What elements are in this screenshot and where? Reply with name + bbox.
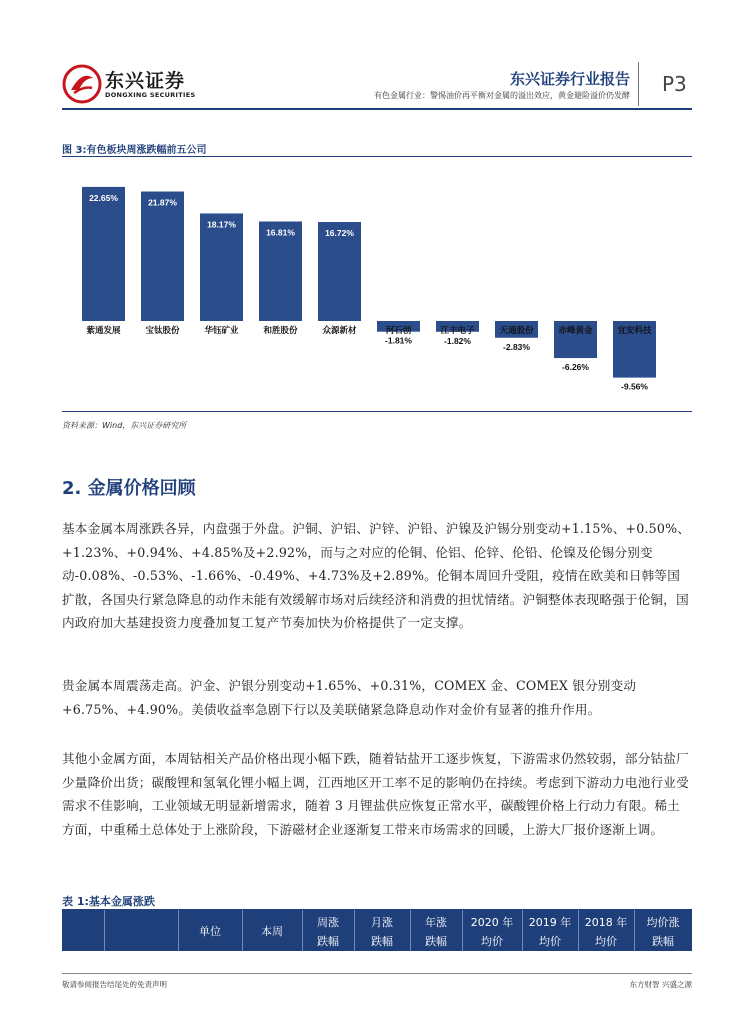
logo-text-cn: 东兴证券 <box>105 70 186 92</box>
chart-category-label: 赤峰黄金 <box>558 326 593 336</box>
chart-category-label: 宝钛股份 <box>145 326 180 336</box>
chart-bar <box>141 192 184 321</box>
chart-value-label: 22.65% <box>89 192 118 203</box>
bar-chart <box>62 157 692 411</box>
chart-value-label: 18.17% <box>207 219 236 230</box>
table-header-cell-sub: 均价 <box>481 935 503 948</box>
footer-rule <box>62 973 692 974</box>
chart-value-label: -1.81% <box>385 335 412 346</box>
table-header-cell: 周涨 <box>317 916 339 929</box>
figure-title: 图 3:有色板块周涨跌幅前五公司 <box>62 145 207 156</box>
table-column-separator <box>104 910 105 951</box>
footer-slogan: 东方财智 兴盛之源 <box>629 980 692 989</box>
chart-category-label: 众源新材 <box>322 326 357 336</box>
table-header-cell: 均价涨 <box>646 916 680 929</box>
report-subtitle: 有色金属行业：警惕油价再平衡对金属的溢出效应，黄金避险溢价仍发酵 <box>374 91 630 100</box>
header-divider <box>638 62 639 106</box>
figure-bottom-rule <box>62 411 692 412</box>
report-title: 东兴证券行业报告 <box>509 70 630 88</box>
company-logo-icon <box>62 64 102 104</box>
table-title: 表 1:基本金属涨跌 <box>62 895 155 908</box>
chart-category-label: 河石创 <box>385 326 412 336</box>
table-header-row <box>62 910 692 951</box>
section-heading: 2. 金属价格回顾 <box>62 478 196 499</box>
table-header-cell-sub: 均价 <box>539 935 561 948</box>
chart-category-label: 宜安科技 <box>617 326 652 336</box>
table-header-cell-sub: 均价 <box>595 935 617 948</box>
paragraph-precious-metals: 贵金属本周震荡走高。沪金、沪银分别变动+1.65%、+0.31%，COMEX 金、COMEX 银分别变动+6.75%、+4.90%。美债收益率急剧下行以及美联储紧急降息动作对金价有显著的推升作用。 <box>62 678 637 717</box>
chart-value-label: -9.56% <box>621 381 648 392</box>
table-header-cell: 2019 年 <box>528 916 572 929</box>
chart-value-label: 21.87% <box>148 197 177 208</box>
logo-text-en: DONGXING SECURITIES <box>105 91 196 99</box>
table-header-cell: 2020 年 <box>470 916 514 929</box>
table-header-cell-sub: 跌幅 <box>652 935 674 948</box>
table-header-cell: 本周 <box>261 925 283 938</box>
chart-category-label: 紫通发展 <box>86 326 121 336</box>
chart-value-label: -1.82% <box>444 335 471 346</box>
table-header-cell-sub: 跌幅 <box>371 935 393 948</box>
table-header-cell: 2018 年 <box>584 916 628 929</box>
chart-value-label: 16.81% <box>266 227 295 238</box>
chart-value-label: -2.83% <box>503 341 530 352</box>
table-header-cell-sub: 跌幅 <box>425 935 447 948</box>
chart-category-label: 和胜股份 <box>263 326 298 336</box>
chart-category-label: 江丰电子 <box>440 326 475 336</box>
figure-source: 资料来源：Wind，东兴证券研究所 <box>62 421 187 430</box>
paragraph-base-metals: 基本金属本周涨跌各异，内盘强于外盘。沪铜、沪铝、沪锌、沪铅、沪镍及沪锡分别变动+1.15%、+0.50%、+1.23%、+0.94%、+4.85%及+2.92%，而与之对应的伦铜、伦铝、伦锌、伦铅、伦镍及伦锡分别变动-0.08%、-0.53%、-1.66%、-0.49%、+4.73%及+2.89%。伦铜本周回升受阻，疫情在欧美和日韩等国扩散，各国央行紧急降息的动作未能有效缓解市场对后续经济和消费的担忧情绪。沪铜整体表现略强于伦铜，国内政府加大基建投资力度叠加复工复产节奏加快为价格提供了一定支撑。 <box>62 521 691 631</box>
chart-category-label: 华钰矿业 <box>204 326 239 336</box>
footer-disclaimer: 敬请参阅报告结尾处的免责声明 <box>62 980 167 989</box>
chart-value-label: -6.26% <box>562 362 589 373</box>
table-header-cell-sub: 跌幅 <box>317 935 339 948</box>
table-header-cell: 单位 <box>199 925 221 938</box>
chart-bar <box>82 187 125 321</box>
chart-value-label: 16.72% <box>325 228 354 239</box>
header-rule <box>62 108 692 110</box>
table-header-cell: 年涨 <box>425 916 447 929</box>
chart-category-label: 天通股份 <box>499 326 534 336</box>
paragraph-minor-metals: 其他小金属方面，本周钴相关产品价格出现小幅下跌，随着钴盐开工逐步恢复，下游需求仍然较弱，部分钴盐厂少量降价出货；碳酸锂和氢氧化锂小幅上调，江西地区开工率不足的影响仍在持续。考虑到下游动力电池行业受需求不佳影响，工业领域无明显新增需求，随着 3 月锂盐供应恢复正常水平，碳酸锂价格上行动力有限。稀土方面，中重稀土总体处于上涨阶段，下游磁材企业逐渐复工带来市场需求的回暖，上游大厂报价逐渐上调。 <box>62 751 689 837</box>
table-header-cell: 月涨 <box>371 916 393 929</box>
chart-bar <box>200 213 243 321</box>
page-number: P3 <box>662 72 687 96</box>
